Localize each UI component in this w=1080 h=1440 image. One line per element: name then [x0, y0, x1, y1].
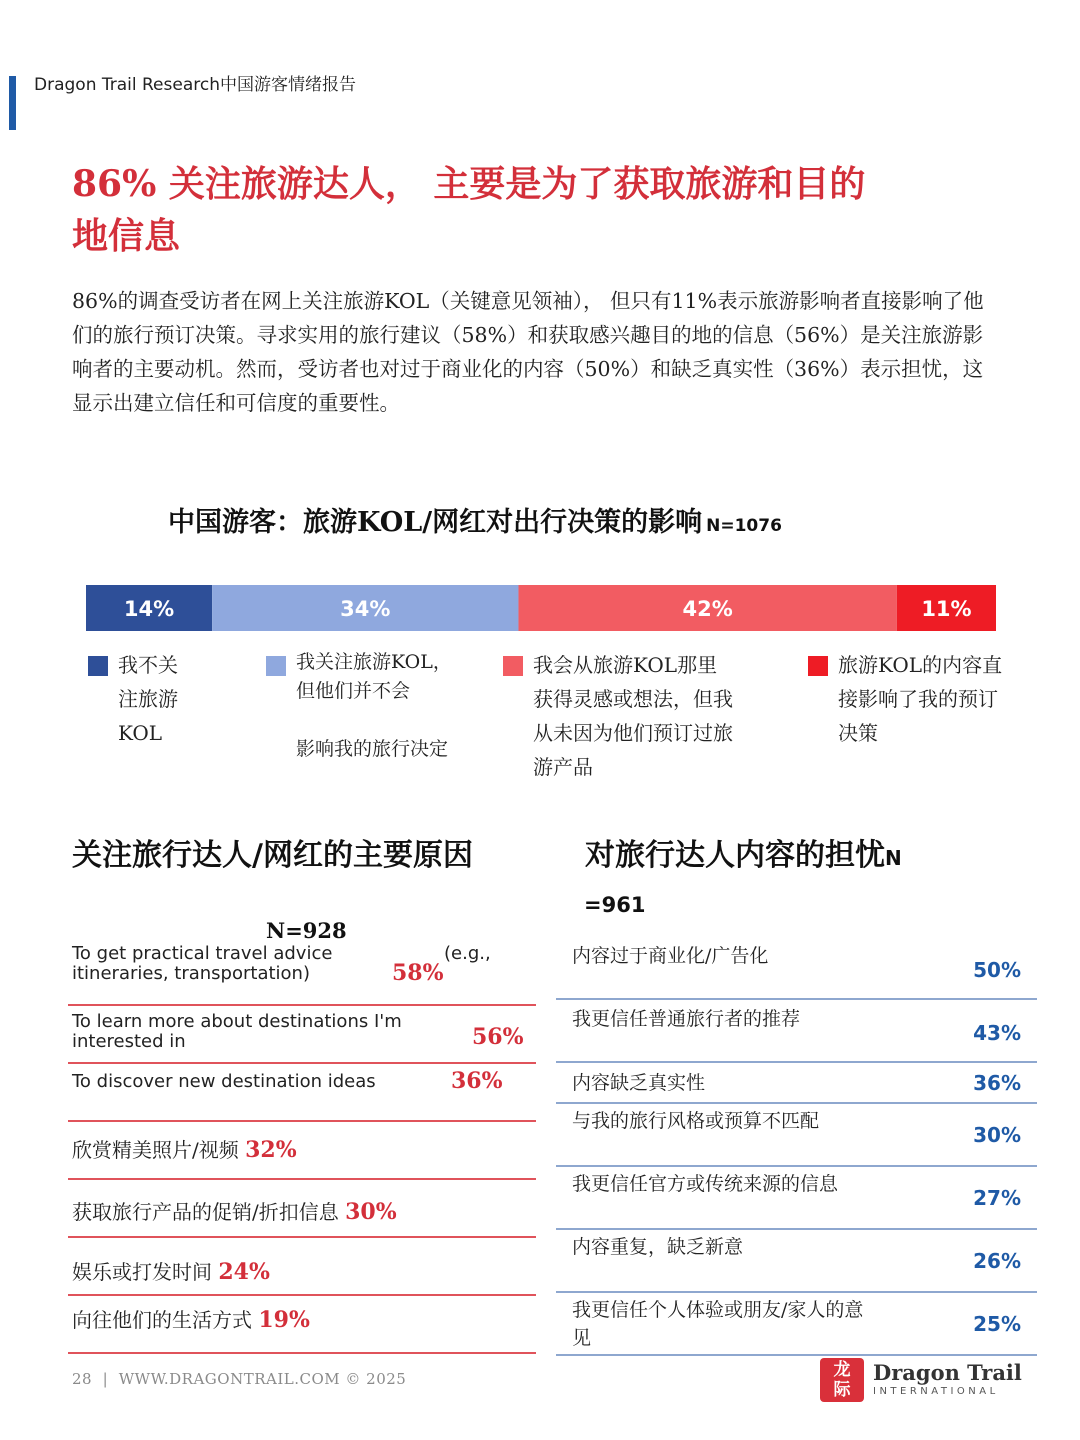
concern-row — [556, 1231, 1037, 1293]
concern-row — [556, 1064, 1037, 1104]
concern-value-5: 26% — [973, 1249, 1021, 1273]
logo-subtitle: INTERNATIONAL — [873, 1386, 999, 1397]
concern-label-5: 内容重复，缺乏新意 — [572, 1236, 744, 1258]
reason-label-3-text: 欣赏精美照片/视频 — [72, 1138, 239, 1162]
stack-label-0: 14% — [123, 597, 175, 621]
reason-label-0a: To get practical travel advice — [72, 943, 333, 964]
concern-label-6: 我更信任个人体验或朋友/家人的意见 — [572, 1299, 864, 1349]
legend-label-2: 我会从旅游KOL那里 获得灵感或想法，但我 从未因为他们预订过旅 游产品 — [533, 653, 733, 779]
concern-label-4: 我更信任官方或传统来源的信息 — [572, 1173, 839, 1195]
reason-label-0b: itineraries, transportation) — [72, 963, 310, 984]
concern-row — [556, 1001, 1037, 1063]
concern-label-0: 内容过于商业化/广告化 — [572, 945, 769, 967]
footer-link[interactable]: WWW.DRAGONTRAIL.COM © 2025 — [118, 1370, 407, 1388]
concern-value-2: 36% — [973, 1071, 1021, 1095]
legend-swatch-2 — [503, 656, 523, 676]
dragon-trail-logo-icon — [820, 1358, 864, 1402]
page-number: 28 — [72, 1370, 93, 1388]
reason-value-2: 36% — [451, 1068, 503, 1094]
legend-label-0: 我不关 注旅游 KOL — [118, 653, 178, 745]
footer-separator: | — [102, 1370, 109, 1388]
concern-row — [556, 1168, 1037, 1230]
reason-label-5-text: 娱乐或打发时间 — [72, 1260, 212, 1284]
chart-title — [168, 500, 948, 539]
reason-row — [68, 1006, 536, 1064]
reason-label-4-text: 获取旅行产品的促销/折扣信息 — [72, 1200, 339, 1224]
reason-row — [68, 1180, 536, 1238]
header-accent-bar — [9, 76, 16, 130]
reason-row — [68, 1064, 536, 1122]
concern-value-6: 25% — [973, 1312, 1021, 1336]
concern-label-1: 我更信任普通旅行者的推荐 — [572, 1008, 801, 1030]
reason-label-1: To learn more about destinations I'm interested in — [72, 1011, 402, 1052]
concern-label-2: 内容缺乏真实性 — [572, 1072, 706, 1094]
chart-title-text: 中国游客：旅游KOL/网红对出行决策的影响 — [168, 507, 703, 538]
reason-value-0: 58% — [392, 960, 444, 986]
stack-label-2: 42% — [682, 597, 733, 621]
reason-row — [68, 1296, 536, 1354]
legend-label-3: 旅游KOL的内容直 接影响了我的预订 决策 — [838, 653, 1003, 745]
legend-item-3 — [808, 648, 1048, 758]
reason-label-2: To discover new destination ideas — [72, 1071, 376, 1092]
concern-row — [556, 938, 1037, 1000]
concern-value-4: 27% — [973, 1186, 1021, 1210]
reason-label-5 — [72, 1259, 270, 1285]
reasons-heading: 关注旅行达人/网红的主要原因 — [72, 838, 473, 873]
concerns-n-label: =961 — [584, 893, 646, 917]
concerns-heading — [585, 830, 902, 874]
legend-item-2 — [503, 648, 793, 788]
reason-value-3: 32% — [245, 1137, 297, 1163]
reason-row — [68, 1238, 536, 1296]
reason-value-5: 24% — [218, 1259, 270, 1285]
legend-swatch-3 — [808, 656, 828, 676]
logo-chars: 龙 际 — [833, 1360, 851, 1400]
stacked-bar-chart — [86, 585, 996, 631]
reason-value-6: 19% — [258, 1307, 310, 1333]
reason-label-3 — [72, 1137, 297, 1163]
page-title: 86% 关注旅游达人， 主要是为了获取旅游和目的地信息 — [72, 163, 866, 257]
concern-value-1: 43% — [973, 1021, 1021, 1045]
chart-n-label: N=1076 — [706, 516, 782, 536]
concerns-heading-text: 对旅行达人内容的担忧 — [585, 838, 885, 873]
stack-label-3: 11% — [921, 597, 972, 621]
reason-label-6 — [72, 1307, 310, 1333]
concern-row — [556, 1294, 1037, 1356]
reason-row — [68, 1122, 536, 1180]
legend-swatch-1 — [266, 656, 286, 676]
legend-item-1 — [266, 648, 486, 758]
reasons-n-label: N=928 — [266, 918, 347, 943]
concern-row — [556, 1105, 1037, 1167]
report-header-title: Dragon Trail Research中国游客情绪报告 — [34, 75, 356, 95]
legend-item-0 — [88, 648, 248, 758]
concerns-n-a: N — [885, 846, 902, 870]
concern-label-3: 与我的旅行风格或预算不匹配 — [572, 1110, 820, 1132]
stack-label-1: 34% — [340, 597, 391, 621]
concern-value-0: 50% — [973, 958, 1021, 982]
reason-label-0-eg: (e.g., — [444, 943, 491, 964]
concern-value-3: 30% — [973, 1123, 1021, 1147]
legend-swatch-0 — [88, 656, 108, 676]
reason-row — [68, 944, 536, 1006]
reason-label-4 — [72, 1199, 397, 1225]
reason-value-4: 30% — [345, 1199, 397, 1225]
intro-paragraph: 86%的调查受访者在网上关注旅游KOL（关键意见领袖）， 但只有11%表示旅游影响者直接影响了他们的旅行预订决策。寻求实用的旅行建议（58%）和获取感兴趣目的地的信息（56%）是关注旅游影响者的主要动机。然而，受访者也对过于商业化的内容（50%）和缺乏真实性（36%）表示担忧，这显示出建立信任和可信度的重要性。 — [72, 289, 984, 415]
reason-label-6-text: 向往他们的生活方式 — [72, 1308, 252, 1332]
reason-value-1: 56% — [472, 1024, 524, 1050]
logo-name: Dragon Trail — [873, 1360, 1022, 1385]
legend-label-1: 我关注旅游KOL， 但他们并不会 影响我的旅行决定 — [296, 651, 452, 760]
footer — [72, 1370, 406, 1388]
